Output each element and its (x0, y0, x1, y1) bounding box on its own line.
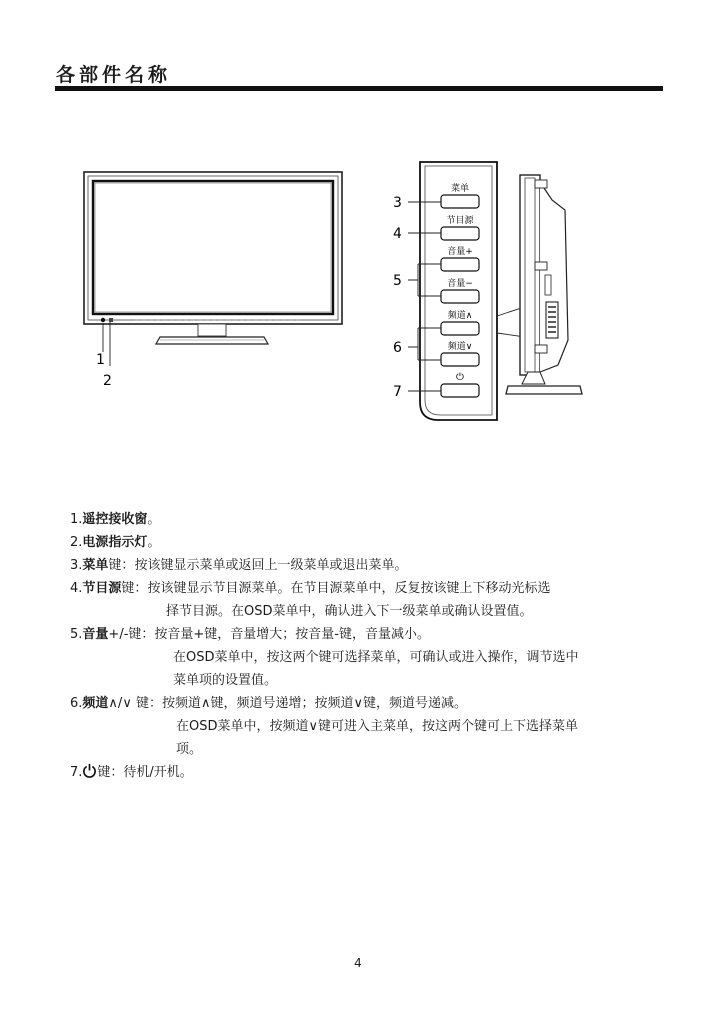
list-item: 3.菜单键：按该键显示菜单或返回上一级菜单或退出菜单。 (70, 558, 408, 573)
callout-4: 4 (393, 226, 402, 242)
power-icon (82, 763, 97, 778)
callout-7: 7 (393, 384, 402, 400)
ir-receiver (101, 318, 105, 322)
callout-3: 3 (393, 195, 402, 211)
page-title: 各部件名称 (56, 64, 172, 86)
list-item-continuation: 菜单项的设置值。 (173, 673, 278, 688)
list-item: 7. 键：待机/开机。 (70, 765, 193, 780)
tv-side-view (506, 175, 582, 394)
list-item: 5.音量+/-键：按音量+键，音量增大；按音量-键，音量减小。 (70, 627, 430, 642)
power-indicator (109, 318, 113, 322)
callout-2: 2 (103, 373, 112, 389)
label-ch-down: 频道∨ (447, 342, 473, 352)
label-vol-up: 音量+ (447, 247, 473, 257)
list-item-continuation: 择节目源。在OSD菜单中，确认进入下一级菜单或确认设置值。 (166, 604, 533, 619)
tv-front-view (84, 172, 342, 366)
label-ch-up: 频道∧ (447, 311, 473, 321)
tv-parts-figure (0, 0, 716, 500)
list-item: 1.遥控接收窗。 (70, 512, 161, 527)
parts-description-list (70, 508, 670, 784)
list-item: 4.节目源键：按该键显示节目源菜单。在节目源菜单中，反复按该键上下移动光标选 (70, 581, 551, 596)
list-item: 6.频道∧/∨ 键：按频道∧键，频道号递增；按频道∨键，频道号递减。 (70, 696, 467, 711)
list-item-continuation: 在OSD菜单中，按这两个键可选择菜单，可确认或进入操作，调节选中 (173, 650, 579, 665)
label-vol-down: 音量− (447, 279, 473, 289)
callout-1: 1 (96, 352, 105, 368)
page-number: 4 (354, 956, 362, 970)
list-item-continuation: 项。 (176, 742, 203, 757)
list-item: 2.电源指示灯。 (70, 535, 161, 550)
list-item-continuation: 在OSD菜单中，按频道∨键可进入主菜单，按这两个键可上下选择菜单 (176, 719, 579, 734)
label-source: 节目源 (446, 216, 474, 226)
label-menu: 菜单 (450, 184, 470, 194)
label-power: ⏻ (456, 372, 464, 383)
callout-5: 5 (393, 273, 402, 289)
callout-6: 6 (393, 340, 402, 356)
